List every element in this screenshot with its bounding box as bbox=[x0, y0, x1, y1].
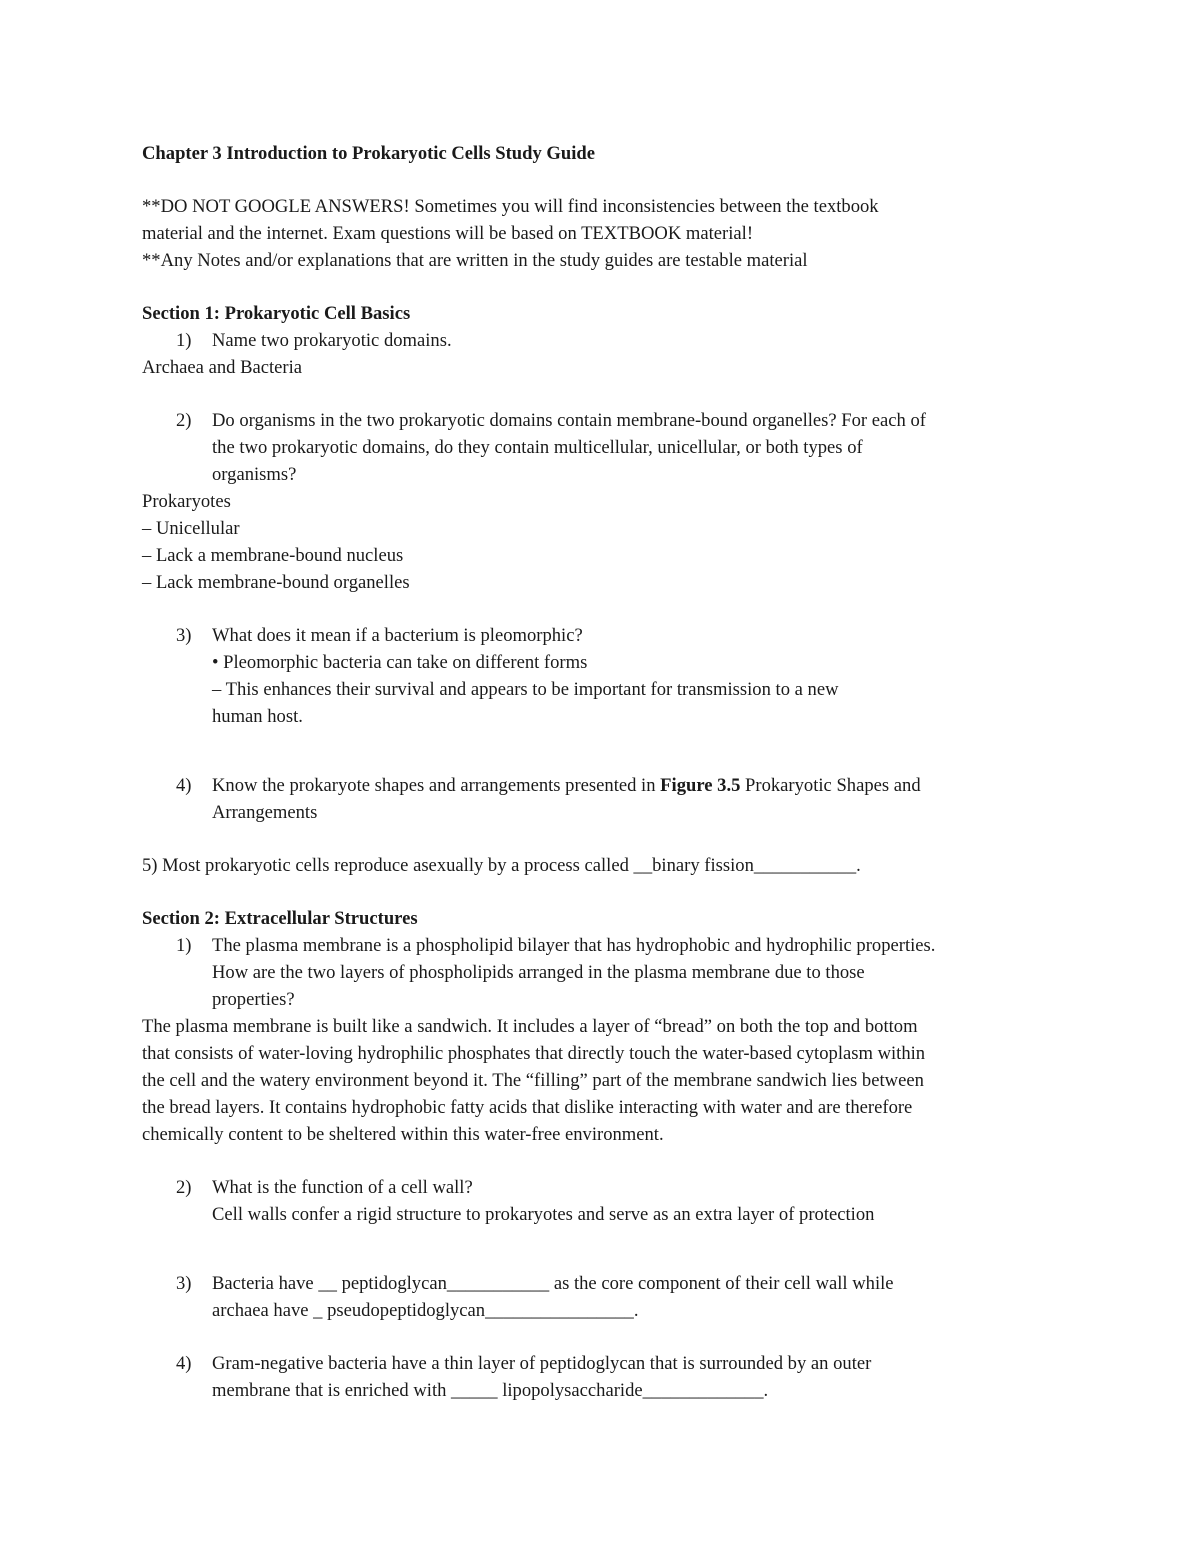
s2-answer-1-line: the cell and the watery environment beyond it. The “filling” part of the membrane sandwich lies between bbox=[142, 1070, 924, 1091]
figure-reference: Figure 3.5 bbox=[660, 775, 741, 796]
s1-answer-2-line: – Unicellular bbox=[142, 518, 240, 539]
question-text: Bacteria have __ peptidoglycan___________ as the core component of their cell wall while bbox=[212, 1273, 894, 1294]
question-text: Gram-negative bacteria have a thin layer of peptidoglycan that is surrounded by an outer bbox=[212, 1353, 872, 1374]
s2-answer-1-line: chemically content to be sheltered within this water-free environment. bbox=[142, 1124, 664, 1145]
question-text-continued: How are the two layers of phospholipids arranged in the plasma membrane due to those bbox=[212, 962, 865, 983]
s1-question-4 bbox=[142, 772, 1062, 799]
s2-answer-1-line: that consists of water-loving hydrophilic phosphates that directly touch the water-based cytoplasm within bbox=[142, 1043, 926, 1064]
document-title: Chapter 3 Introduction to Prokaryotic Cells Study Guide bbox=[142, 143, 595, 164]
question-text-continued: properties? bbox=[212, 989, 295, 1010]
question-number: 1) bbox=[176, 935, 192, 956]
section-2-heading: Section 2: Extracellular Structures bbox=[142, 908, 418, 929]
s2-question-2 bbox=[142, 1174, 1062, 1201]
s1-answer-3-line: • Pleomorphic bacteria can take on different forms bbox=[212, 652, 588, 673]
question-text-continued: Arrangements bbox=[212, 802, 318, 823]
question-number: 1) bbox=[176, 330, 192, 351]
s1-question-1 bbox=[142, 327, 1062, 354]
question-text: What does it mean if a bacterium is pleomorphic? bbox=[212, 625, 583, 646]
s1-answer-2-line: Prokaryotes bbox=[142, 491, 231, 512]
question-text-continued: membrane that is enriched with _____ lipopolysaccharide_____________. bbox=[212, 1380, 769, 1401]
question-text: Prokaryotic Shapes and bbox=[740, 775, 921, 796]
note-line-2: material and the internet. Exam questions will be based on TEXTBOOK material! bbox=[142, 223, 754, 244]
question-number: 3) bbox=[176, 1273, 192, 1294]
document-page bbox=[142, 140, 1062, 1404]
question-number: 2) bbox=[176, 410, 192, 431]
question-text: Do organisms in the two prokaryotic domains contain membrane-bound organelles? For each of bbox=[212, 410, 926, 431]
note-line-3: **Any Notes and/or explanations that are written in the study guides are testable material bbox=[142, 250, 808, 271]
s2-answer-2: Cell walls confer a rigid structure to prokaryotes and serve as an extra layer of protection bbox=[212, 1204, 875, 1225]
question-number: 4) bbox=[176, 775, 192, 796]
question-text: The plasma membrane is a phospholipid bilayer that has hydrophobic and hydrophilic properties. bbox=[212, 935, 936, 956]
s1-answer-3-line: human host. bbox=[212, 706, 303, 727]
s1-question-5: 5) Most prokaryotic cells reproduce asexually by a process called __binary fission___________. bbox=[142, 855, 861, 876]
s1-question-2 bbox=[142, 407, 1062, 434]
question-number: 2) bbox=[176, 1177, 192, 1198]
s2-answer-1-line: the bread layers. It contains hydrophobic fatty acids that dislike interacting with water and are therefore bbox=[142, 1097, 913, 1118]
question-text: What is the function of a cell wall? bbox=[212, 1177, 473, 1198]
s2-answer-1-line: The plasma membrane is built like a sandwich. It includes a layer of “bread” on both the top and bottom bbox=[142, 1016, 918, 1037]
section-1-heading: Section 1: Prokaryotic Cell Basics bbox=[142, 303, 411, 324]
s2-question-4 bbox=[142, 1350, 1062, 1377]
s1-answer-2-line: – Lack membrane-bound organelles bbox=[142, 572, 410, 593]
s2-question-3 bbox=[142, 1270, 1062, 1297]
question-number: 4) bbox=[176, 1353, 192, 1374]
question-number: 3) bbox=[176, 625, 192, 646]
s1-answer-1: Archaea and Bacteria bbox=[142, 357, 303, 378]
question-text-continued: the two prokaryotic domains, do they contain multicellular, unicellular, or both types of bbox=[212, 437, 863, 458]
s1-answer-2-line: – Lack a membrane-bound nucleus bbox=[142, 545, 404, 566]
s1-answer-3-line: – This enhances their survival and appears to be important for transmission to a new bbox=[212, 679, 839, 700]
s1-question-3 bbox=[142, 622, 1062, 649]
question-text-continued: archaea have _ pseudopeptidoglycan________________. bbox=[212, 1300, 639, 1321]
question-text: Name two prokaryotic domains. bbox=[212, 330, 452, 351]
note-line-1: **DO NOT GOOGLE ANSWERS! Sometimes you will find inconsistencies between the textbook bbox=[142, 196, 879, 217]
question-text: Know the prokaryote shapes and arrangements presented in bbox=[212, 775, 661, 796]
s2-question-1 bbox=[142, 932, 1062, 959]
question-text-continued: organisms? bbox=[212, 464, 297, 485]
